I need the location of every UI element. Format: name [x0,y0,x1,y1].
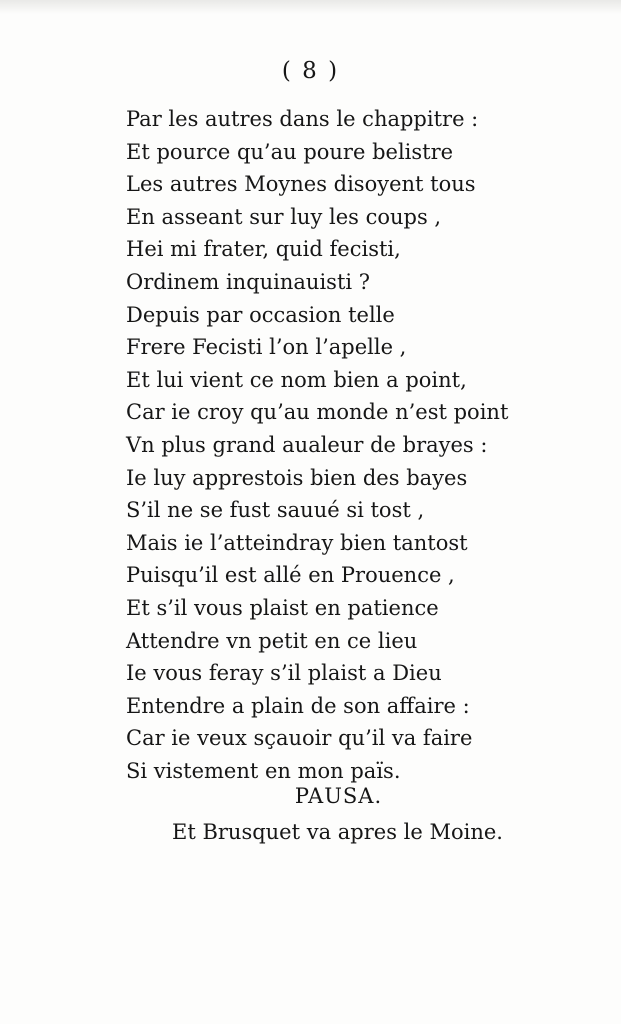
stage-heading: PAUSA. [294,784,383,808]
verse-line: Hei mi frater, quid fecisti, [126,237,401,262]
verse-block [126,103,508,787]
verse-line: Car ie veux sçauoir qu’il va faire [126,726,473,751]
verse-line: Et lui vient ce nom bien a point, [126,367,467,392]
verse-line: Vn plus grand aualeur de brayes : [126,432,488,457]
verse-line: En asseant sur luy les coups , [126,204,442,229]
verse-line: Entendre a plain de son affaire : [126,693,470,718]
verse-line: Et pource qu’au poure belistre [126,139,454,164]
verse-line: Si vistement en mon païs. [126,758,401,783]
verse-line: Mais ie l’atteindray bien tantost [126,530,468,555]
verse-line: Par les autres dans le chappitre : [126,107,479,131]
verse-line: Ie luy apprestois bien des bayes [126,465,468,490]
verse-line: Attendre vn petit en ce lieu [126,628,418,653]
verse-line: Les autres Moynes disoyent tous [126,172,476,197]
stage-direction: Et Brusquet va apres le Moine. [172,820,503,844]
verse-line: S’il ne se fust sauué si tost , [126,498,425,523]
verse-line: Frere Fecisti l’on l’apelle , [126,335,407,360]
page-number: ( 8 ) [281,58,340,84]
verse-line: Ordinem inquinauisti ? [126,269,371,294]
verse-line: Puisqu’il est allé en Prouence , [126,563,455,588]
verse-line: Et s’il vous plaist en patience [126,595,439,620]
verse-line: Depuis par occasion telle [126,302,395,327]
verse-line: Car ie croy qu’au monde n’est point [126,400,509,425]
verse-line: Ie vous feray s’il plaist a Dieu [126,661,442,686]
